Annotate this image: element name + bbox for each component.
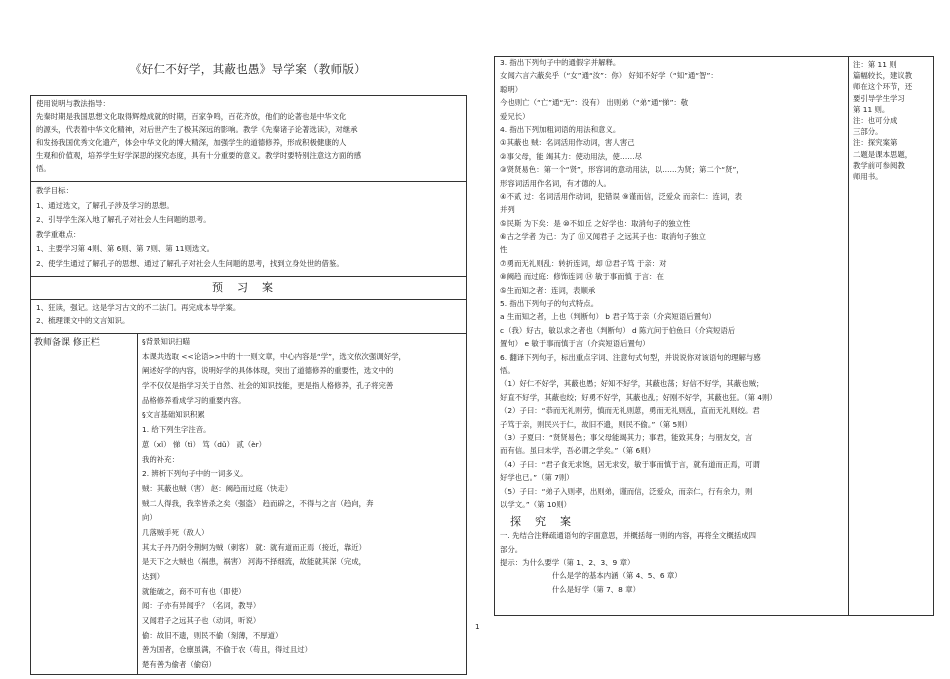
text-line: 好直不好学，其蔽也绞；好勇不好学，其蔽也乱；好刚不好学，其蔽也狂。（第 4则） (500, 392, 777, 402)
text-line: 二题是课本思题， (853, 149, 913, 159)
text-line: 葸（xǐ） 悌（tì） 笃（dǔ） 贰（èr） (142, 439, 267, 449)
text-line: 2. 辨析下列句子中的一词多义。 (142, 469, 248, 479)
text-line: ⑧阙趋 而过庭：修饰连词 ⑭ 敏于事而慎 于言：在 (500, 272, 664, 282)
text-line: 女闻六言六蔽矣乎（“女”通“汝”：你） 好知不好学（“知”通“智”： (500, 71, 718, 81)
text-line: ⑦勇而无礼则乱：转折连词，却 ⑫君子笃 于亲：对 (500, 258, 667, 268)
text-line: ⑤生而知之者：连词，表顺承 (500, 285, 596, 295)
text-line: ①其蔽也 贼：名词活用作动词，害人害己 (500, 138, 635, 148)
text-line: 注：第 11 则 (853, 60, 897, 69)
text-line: 2、梳理课文中的文言知识。 (36, 316, 130, 325)
knowledge-section (142, 337, 464, 675)
text-line: 本课共选取 <<论语>>中的十一则文章，中心内容是“学”，选文依次强调好学， (142, 351, 406, 361)
text-line: 是天下之大贼也（祸患，祸害） 河海不择细流，故能就其深（完成， (142, 557, 367, 567)
preview-header: 预习案 (212, 281, 287, 294)
text-line: ⑥古之学者 为己：为了 ⑪又闻君子 之远其子也：取消句子独立 (500, 232, 706, 242)
text-line: 而有信。虽曰未学，吾必谓之学矣。”（第 6则） (500, 446, 655, 456)
text-line: （4）子曰：“君子食无求饱，居无求安，敏于事而慎于言，就有道而正焉，可谓 (500, 459, 760, 469)
text-line: 以学文。”（第 10则） (500, 499, 572, 509)
text-line: 教学重难点： (36, 229, 81, 239)
divider (848, 56, 849, 616)
text-line: 师在这个环节，还 (853, 82, 913, 92)
text-line: 楚有善为偷者（偷窃） (142, 660, 216, 670)
page-number: 1 (475, 622, 480, 631)
text-line: 悟。 (36, 164, 51, 173)
text-line: 贼二人得我，我幸皆杀之矣（强盗） 趋而辟之，不得与之言（趋向，奔 (142, 498, 374, 508)
text-line: ③贤贤易色：第一个“贤”，形容词的意动用法，以……为贤；第二个“贤”， (500, 165, 744, 175)
text-line: 篇幅较长，建议教 (853, 71, 913, 81)
text-line: §背景知识扫瞄 (142, 337, 191, 346)
text-line: 并列 (500, 205, 515, 215)
text-line: a 生而知之者，上也（判断句） b 君子笃于亲（介宾短语后置句） (500, 312, 716, 322)
text-line: 1、主要学习第 4则、第 6则、第 7则、第 11则选文。 (36, 244, 215, 253)
text-line: 使用说明与教法指导： (36, 99, 110, 108)
text-line: 悟。 (500, 365, 515, 375)
divider (30, 299, 467, 300)
text-line: 1. 给下列生字注音。 (142, 425, 211, 435)
text-line: 就能破之，商不可有也（即使） (142, 586, 246, 596)
text-line: （5）子曰：“弟子入则孝，出则弟，谨而信，泛爱众，而亲仁，行有余力，则 (500, 486, 753, 496)
text-line: 第 11 则。 (853, 104, 890, 114)
text-line: 学不仅仅是指学习关于自然、社会的知识技能，更是指人格修养，孔子将完善 (142, 381, 394, 391)
teacher-notes-label: 教师备课 修正栏 (34, 338, 100, 348)
teaching-goals-section (36, 186, 464, 273)
text-line: 性 (500, 245, 508, 255)
text-line: 生观和价值观，培养学生好学深思的探究态度，具有十分重要的意义。教学时要特别注意这方面的感 (36, 151, 362, 160)
text-line: 贼：其蔽也贼（害） 赵：阙趋而过庭（快走） (142, 483, 293, 493)
text-line: 6. 翻译下列句子，标出重点字词、注意句式句型，并说说你对该语句的理解与感 (500, 352, 761, 362)
text-line: 部分。 (500, 544, 523, 554)
instructions-section (36, 99, 464, 177)
text-line: 达到） (142, 572, 165, 581)
text-line: 我的补充： (142, 454, 179, 464)
text-line: ④不贰 过：名词活用作动词，犯错误 ⑨谨而信，泛爱众 而亲仁：连词，表 (500, 191, 743, 201)
text-line: 子笃于亲，则民兴于仁，故旧不遗，则民不偷。”（第 5则） (500, 419, 692, 429)
text-line: 又闻君子之远其子也（动词，听说） (142, 616, 261, 626)
text-line: 1、通过选文，了解孔子涉及学习的思想。 (36, 200, 174, 210)
text-line: 品格修养看成学习的重要内容。 (142, 395, 246, 405)
text-line: 1、狂读，强记。这是学习古文的不二法门。再完成本导学案。 (36, 303, 241, 312)
text-line: 的源头，代表着中华文化精神，对后世产生了极其深远的影响。教学《先秦诸子论著选读》，对继承 (36, 125, 358, 134)
text-line: 教学目标： (36, 186, 73, 195)
text-line: 注：也可分成 (853, 115, 898, 125)
text-line: 闻：子亦有异闻乎？（名词，教导） (142, 601, 261, 611)
text-line: c（我）好古，敏以求之者也（判断句） d 陈亢问于伯鱼曰（介宾短语后 (500, 325, 736, 335)
text-line: 和发扬我国优秀文化遗产，体会中华文化的博大精深，加强学生的道德修养，形成积极健康的人 (36, 138, 347, 147)
text-line: 注：探究案第 (853, 138, 898, 148)
text-line: 今也则亡（“亡”通“无”：没有） 出则弟（“弟”通“悌”：敬 (500, 98, 689, 108)
text-line: 聪明） (500, 84, 523, 94)
text-line: ⑤民斯 为下矣：是 ⑩不如丘 之好学也：取消句子的独立性 (500, 218, 691, 228)
text-line: 教学前可参阅教 (853, 160, 905, 170)
divider (30, 181, 467, 182)
preview-section (36, 303, 464, 329)
text-line: 什么是学的基本内涵（第 4、5、6 章） (552, 571, 682, 581)
text-line: 2、使学生通过了解孔子的思想、通过了解孔子对社会人生问题的思考，找到立身处世的借鉴。 (36, 258, 344, 268)
divider (137, 333, 138, 675)
text-line: 2、引导学生深入地了解孔子对社会人生问题的思考。 (36, 215, 211, 224)
text-line: 先秦时期是我国思想文化取得辉煌成就的时期，百家争鸣，百花齐放，他们的论著也是中华文化 (36, 112, 347, 121)
text-line: 形容词活用作名词，有才德的人。 (500, 178, 611, 188)
text-line: （3）子夏曰：“贤贤易色；事父母能竭其力；事君，能致其身；与朋友交，言 (500, 432, 753, 442)
text-line: 好学也已。”（第 7则） (500, 473, 574, 483)
text-line: 三部分。 (853, 127, 883, 137)
document-title: 《好仁不好学，其蔽也愚》导学案（教师版） (130, 62, 366, 76)
text-line: 善为国者，仓廪虽满，不偷于农（苟且，得过且过） (142, 645, 312, 655)
text-line: （1）好仁不好学，其蔽也愚；好知不好学，其蔽也荡；好信不好学，其蔽也贼； (500, 379, 764, 389)
text-line: 5. 指出下列句子的句式特点。 (500, 299, 599, 309)
text-line: 要引导学生学习 (853, 93, 905, 103)
text-line: 一. 先结合注释疏通语句的字面意思，并概括每一则的内容，再将全文概括成四 (500, 531, 756, 541)
text-line: 爱兄长） (500, 111, 530, 121)
exercise-section (500, 58, 845, 598)
divider (30, 333, 467, 334)
inquiry-header: 探究案 (510, 515, 585, 529)
text-line: （2）子曰：“恭而无礼则劳，慎而无礼则葸，勇而无礼则乱，直而无礼则绞。君 (500, 406, 760, 416)
text-line: 偷：故旧不遗，则民不偷（刻薄，不厚道） (142, 630, 283, 640)
text-line: 几落贼手死（敌人） (142, 527, 209, 537)
text-line: 其太子丹乃阴令荆轲为贼（刺客） 就：就有道而正焉（接近，靠近） (142, 542, 367, 552)
text-line: 阐述好学的内容，说明好学的具体体现，突出了道德修养的重要性，选文中的 (142, 366, 394, 376)
text-line: 向） (142, 513, 157, 523)
text-line: 3. 指出下列句子中的通假字并解释。 (500, 58, 621, 67)
text-line: ②事父母，能 竭其力：使动用法，使……尽 (500, 151, 643, 161)
divider (30, 276, 467, 277)
text-line: 什么是好学（第 7、8 章） (552, 584, 641, 594)
text-line: 师用书。 (853, 171, 883, 181)
text-line: 置句） e 敏于事而慎于言（介宾短语后置句） (500, 339, 650, 349)
text-line: 提示：为什么要学（第 1、2、3、9 章） (500, 558, 635, 568)
text-line: 4. 指出下列加粗词语的用法和意义。 (500, 124, 621, 134)
text-line: §文言基础知识积累 (142, 410, 205, 420)
side-notes (853, 60, 931, 183)
